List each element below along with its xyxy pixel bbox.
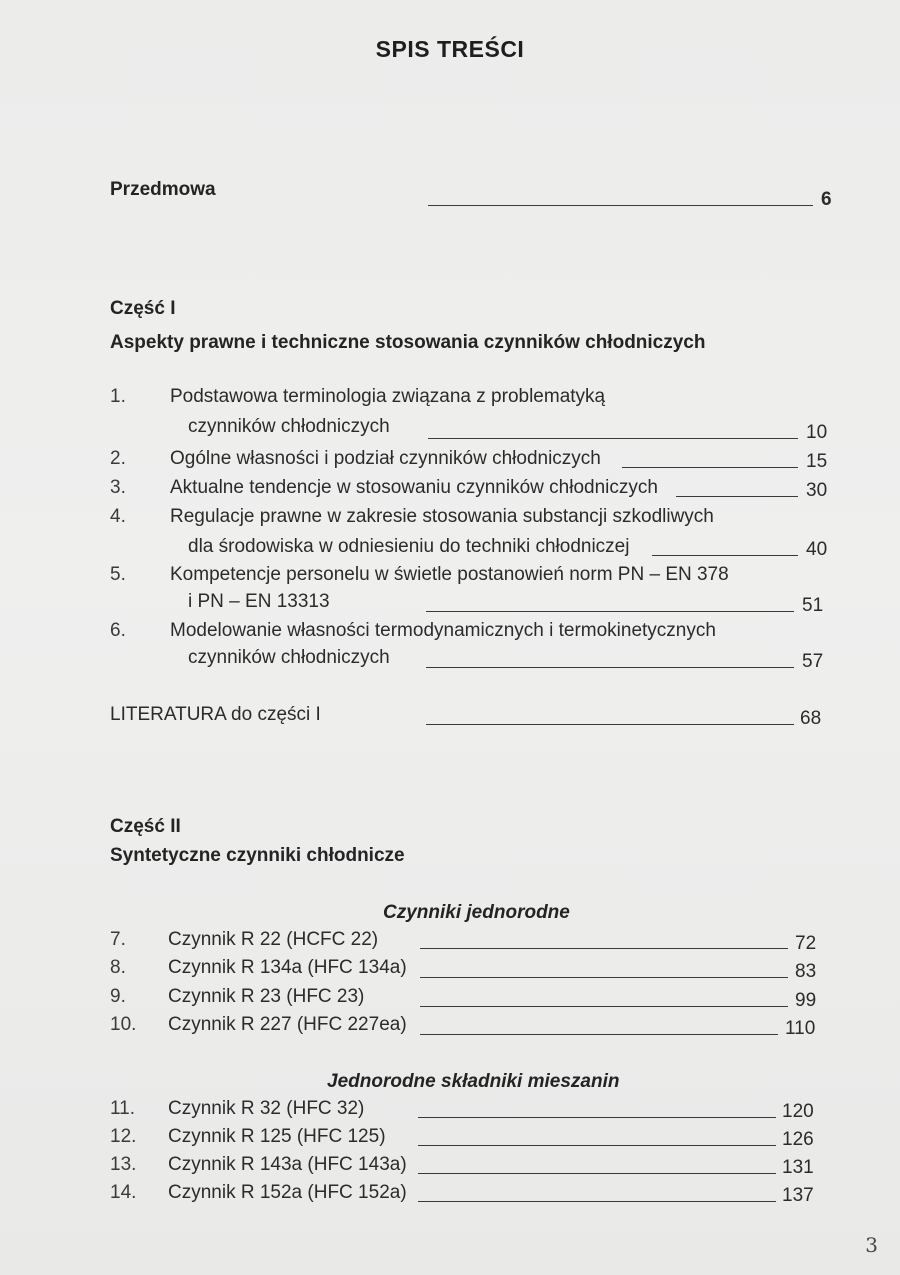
page-title: SPIS TREŚCI — [375, 36, 525, 62]
part2-subtitle: Syntetyczne czynniki chłodnicze — [110, 845, 405, 866]
item-page: 15 — [806, 451, 828, 472]
leader-line — [426, 667, 794, 668]
item-title: Czynnik R 23 (HFC 23) — [168, 986, 365, 1007]
item-number: 11. — [110, 1098, 136, 1119]
leader-line — [428, 438, 798, 439]
item-page: 72 — [795, 933, 817, 954]
item-number: 12. — [110, 1126, 137, 1147]
preface-page: 6 — [821, 189, 832, 210]
leader-line — [622, 467, 798, 468]
page-number: 3 — [865, 1233, 878, 1257]
item-number: 1. — [110, 386, 126, 407]
item-title: Czynnik R 125 (HFC 125) — [168, 1126, 386, 1147]
item-page: 30 — [806, 480, 828, 501]
item-title: Czynnik R 134a (HFC 134a) — [168, 957, 407, 978]
item-title: Czynnik R 227 (HFC 227ea) — [168, 1014, 407, 1035]
item-page: 40 — [806, 539, 828, 560]
leader-line — [418, 1145, 776, 1146]
leader-line — [420, 977, 788, 978]
item-title-cont: czynników chłodniczych — [188, 416, 390, 437]
item-page: 120 — [782, 1101, 814, 1122]
item-page: 110 — [785, 1018, 816, 1039]
item-title: Czynnik R 22 (HCFC 22) — [168, 929, 379, 950]
item-number: 3. — [110, 477, 126, 498]
leader-line — [420, 948, 788, 949]
item-page: 51 — [802, 595, 824, 616]
item-page: 10 — [806, 422, 828, 443]
item-number: 10. — [110, 1014, 137, 1035]
leader-line — [418, 1201, 776, 1202]
group-heading: Jednorodne składniki mieszanin — [327, 1071, 620, 1092]
item-number: 7. — [110, 929, 126, 950]
item-number: 2. — [110, 448, 126, 469]
item-title: Regulacje prawne w zakresie stosowania substancji szkodliwych — [170, 506, 714, 527]
item-number: 9. — [110, 986, 126, 1007]
item-number: 8. — [110, 957, 126, 978]
item-title: Podstawowa terminologia związana z problematyką — [170, 386, 606, 407]
item-title-cont: czynników chłodniczych — [188, 647, 390, 668]
item-page: 137 — [782, 1185, 814, 1206]
preface-label: Przedmowa — [110, 179, 216, 200]
item-title-cont: i PN – EN 13313 — [188, 591, 330, 612]
item-title: Ogólne własności i podział czynników chłodniczych — [170, 448, 601, 469]
item-number: 5. — [110, 564, 126, 585]
item-number: 13. — [110, 1154, 137, 1175]
item-page: 99 — [795, 990, 817, 1011]
item-title: Kompetencje personelu w świetle postanowień norm PN – EN 378 — [170, 564, 729, 585]
leader-line — [418, 1173, 776, 1174]
leader-line — [420, 1034, 778, 1035]
group-heading: Czynniki jednorodne — [383, 902, 570, 923]
part1-subtitle: Aspekty prawne i techniczne stosowania czynników chłodniczych — [110, 332, 706, 353]
leader-line — [428, 205, 813, 206]
leader-line — [420, 1006, 788, 1007]
part1-label: Część I — [110, 298, 176, 319]
leader-line — [676, 496, 798, 497]
part2-label: Część II — [110, 816, 181, 837]
item-title-cont: dla środowiska w odniesieniu do techniki chłodniczej — [188, 536, 630, 557]
item-number: 4. — [110, 506, 126, 527]
item-page: 83 — [795, 961, 817, 982]
item-page: 57 — [802, 651, 824, 672]
item-title: Czynnik R 152a (HFC 152a) — [168, 1182, 407, 1203]
item-number: 14. — [110, 1182, 137, 1203]
leader-line — [652, 555, 798, 556]
item-title: Czynnik R 32 (HFC 32) — [168, 1098, 365, 1119]
leader-line — [418, 1117, 776, 1118]
leader-line — [426, 724, 794, 725]
item-title: Aktualne tendencje w stosowaniu czynników chłodniczych — [170, 477, 658, 498]
leader-line — [426, 611, 794, 612]
item-title: Czynnik R 143a (HFC 143a) — [168, 1154, 407, 1175]
item-page: 131 — [782, 1157, 814, 1178]
item-page: 126 — [782, 1129, 814, 1150]
literature-label: LITERATURA do części I — [110, 704, 321, 725]
item-number: 6. — [110, 620, 126, 641]
item-title: Modelowanie własności termodynamicznych i termokinetycznych — [170, 620, 716, 641]
literature-page: 68 — [800, 708, 822, 729]
